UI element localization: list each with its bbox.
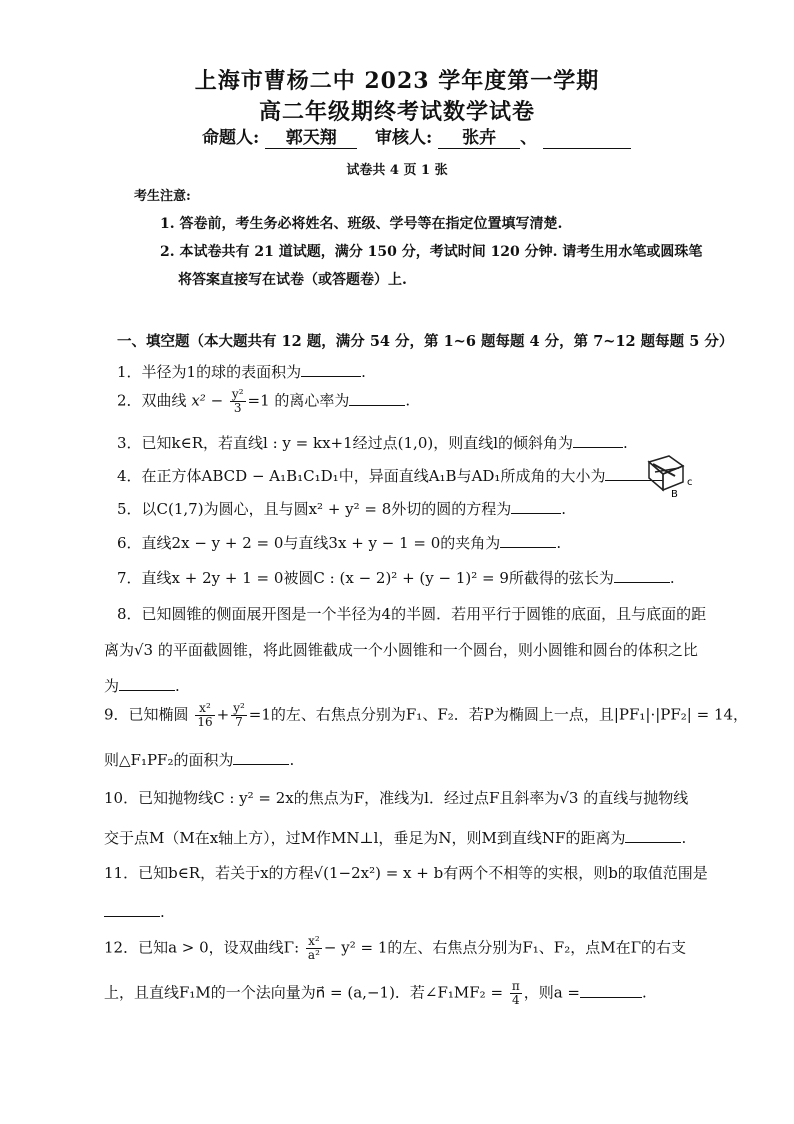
reviewer-blank — [543, 128, 631, 149]
question-end: . — [669, 569, 675, 587]
question-6 — [117, 532, 561, 553]
question-end: . — [623, 434, 628, 452]
question-1 — [117, 361, 366, 382]
question-text: 6．直线2x − y + 2 = 0与直线3x + y − 1 = 0的夹角为 — [117, 534, 501, 552]
question-end: . — [175, 677, 180, 695]
answer-blank[interactable] — [580, 983, 642, 998]
question-7 — [117, 567, 675, 588]
question-8-line2: 离为√3 的平面截圆锥，将此圆锥截成一个小圆锥和一个圆台，则小圆锥和圆台的体积之比 — [104, 641, 698, 659]
question-end: . — [405, 391, 411, 410]
exam-title-line2: 高二年级期终考试数学试卷 — [258, 99, 535, 125]
question-4 — [117, 465, 663, 486]
question-end: . — [556, 534, 562, 552]
question-text: 交于点M（M在x轴上方），过M作MN⊥l，垂足为N，则M到直线NF的距离为 — [104, 829, 626, 847]
question-12-line1 — [104, 935, 686, 962]
fraction — [510, 980, 522, 1007]
question-text: =1 的离心率为 — [247, 391, 350, 410]
math-term: x² — [191, 391, 206, 410]
author-line — [202, 123, 631, 149]
notes-heading: 考生注意: — [134, 189, 191, 204]
note-item: 将答案直接写在试卷（或答题卷）上. — [178, 272, 407, 288]
handwritten-label-c: c — [687, 477, 693, 488]
question-8-line3 — [104, 675, 180, 696]
question-9-line2 — [104, 749, 294, 770]
question-text: 2．双曲线 — [117, 391, 187, 410]
question-11-line2 — [104, 902, 165, 921]
question-text: 4．在正方体ABCD − A₁B₁C₁D₁中，异面直线A₁B与AD₁所成角的大小为 — [117, 467, 606, 485]
numerator: π — [511, 979, 520, 993]
fraction — [231, 702, 247, 729]
question-10-line2 — [104, 827, 686, 848]
denominator: 4 — [511, 993, 520, 1007]
answer-blank[interactable] — [511, 499, 561, 514]
section-title: 一、填空题（本大题共有 12 题，满分 54 分，第 1~6 题每题 4 分，第 7~12 题每题 5 分） — [117, 333, 734, 350]
question-text: ，则a = — [523, 983, 580, 1002]
answer-blank[interactable] — [104, 902, 160, 917]
denominator: a² — [307, 948, 320, 962]
question-end: . — [289, 751, 295, 769]
fraction — [230, 388, 246, 415]
question-text: =1的左、右焦点分别为F₁、F₂．若P为椭圆上一点，且|PF₁|·|PF₂| = 14， — [248, 705, 749, 724]
question-text: 1．半径为1的球的表面积为 — [117, 363, 302, 381]
plus-sign: + — [216, 705, 230, 724]
denominator: 7 — [235, 715, 243, 729]
reviewer-name: 张卉 — [438, 123, 520, 149]
note-item: 2. 本试卷共有 21 道试题，满分 150 分，考试时间 120 分钟. 请考生用水笔或圆珠笔 — [160, 244, 703, 260]
question-8-line1: 8．已知圆锥的侧面展开图是一个半径为4的半圆．若用平行于圆锥的底面，且与底面的距 — [117, 605, 707, 623]
answer-blank[interactable] — [573, 433, 623, 448]
note-item: 1. 答卷前，考生务必将姓名、班级、学号等在指定位置填写清楚. — [160, 216, 563, 232]
author-name: 郭天翔 — [265, 123, 357, 149]
question-end: . — [641, 983, 647, 1002]
reviewer-separator: 、 — [520, 128, 538, 148]
denominator: 3 — [233, 401, 242, 415]
author-label: 命题人: — [202, 128, 260, 148]
reviewer-label: 审核人: — [374, 128, 433, 148]
answer-blank[interactable] — [614, 568, 670, 583]
numerator: y² — [233, 701, 245, 715]
question-end: . — [681, 829, 687, 847]
question-10-line1: 10．已知抛物线C : y² = 2x的焦点为F，准线为l．经过点F且斜率为√3 的直线与抛物线 — [104, 789, 689, 807]
denominator: 16 — [197, 715, 213, 729]
question-5 — [117, 498, 566, 519]
numerator: x² — [195, 702, 214, 716]
exam-title-line1: 上海市曹杨二中 2023 学年度第一学期 — [194, 68, 600, 94]
question-text: 3．已知k∈R，若直线l : y = kx+1经过点(1,0)，则直线l的倾斜角为 — [117, 434, 574, 452]
question-9-line1 — [104, 702, 748, 729]
question-text: − y² = 1的左、右焦点分别为F₁、F₂，点M在Γ的右支 — [323, 938, 686, 957]
question-12-line2 — [104, 980, 647, 1007]
numerator: y² — [231, 387, 244, 401]
pages-info: 试卷共 4 页 1 张 — [346, 163, 448, 178]
question-end: . — [561, 500, 567, 518]
question-end: . — [160, 903, 165, 921]
answer-blank[interactable] — [349, 391, 405, 406]
question-text: 则△F₁PF₂的面积为 — [104, 751, 234, 769]
answer-blank[interactable] — [233, 750, 289, 765]
question-11-line1: 11．已知b∈R，若关于x的方程√(1−2x²) = x + b有两个不相等的实根，则b的取值范围是 — [104, 864, 708, 882]
question-text: 为 — [104, 677, 120, 695]
answer-blank[interactable] — [119, 676, 175, 691]
question-text: 12．已知a > 0，设双曲线Γ: — [104, 938, 300, 957]
question-text: 9．已知椭圆 — [104, 705, 189, 724]
question-text: 7．直线x + 2y + 1 = 0被圆C : (x − 2)² + (y − 1)² = 9所截得的弦长为 — [117, 569, 614, 587]
question-text: 上，且直线F₁M的一个法向量为n⃗ = (a,−1)．若∠F₁MF₂ = — [104, 983, 504, 1002]
answer-blank[interactable] — [301, 362, 361, 377]
fraction — [306, 935, 322, 962]
answer-blank[interactable] — [625, 828, 681, 843]
numerator: x² — [306, 935, 322, 949]
handwritten-label-b: B — [671, 489, 678, 498]
fraction — [195, 702, 214, 729]
handwritten-cube-sketch — [645, 452, 715, 498]
question-2: 2．双曲线 x² − $\frac{\text{y²}}{3}$ =1 的离心率为 . — [117, 387, 411, 415]
answer-blank[interactable] — [500, 533, 556, 548]
question-end: . — [361, 363, 366, 381]
question-text: 5．以C(1,7)为圆心，且与圆x² + y² = 8外切的圆的方程为 — [117, 500, 512, 518]
question-3 — [117, 432, 628, 453]
